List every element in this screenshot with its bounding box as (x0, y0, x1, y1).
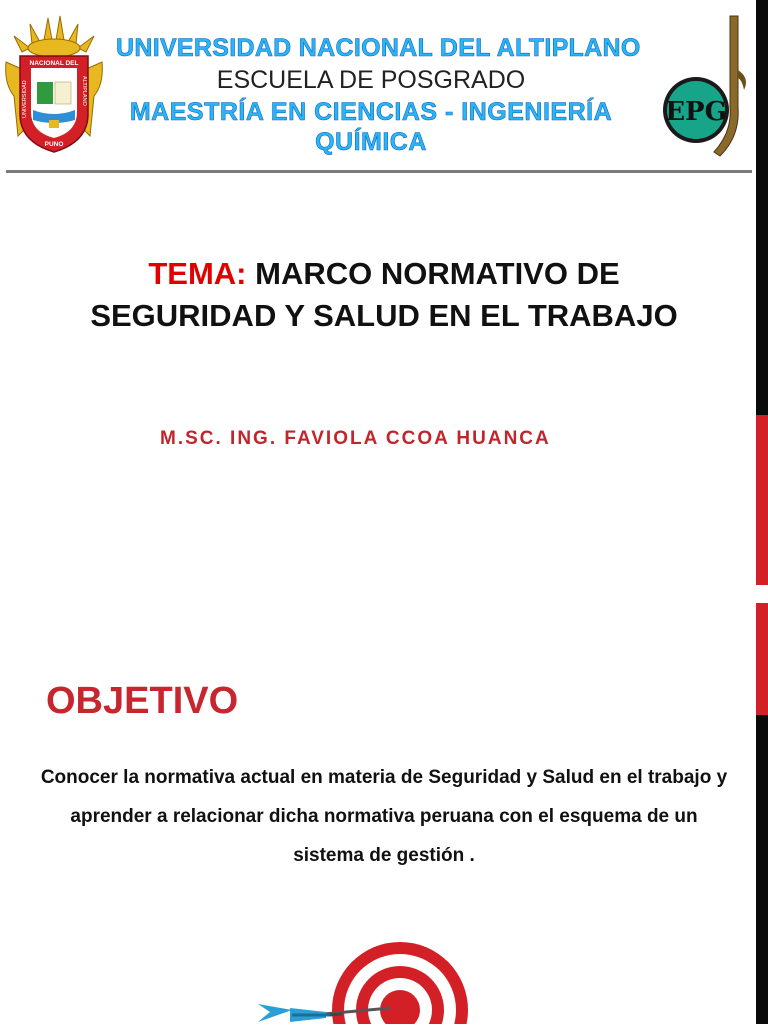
program-name: MAESTRÍA EN CIENCIAS - INGENIERÍA QUÍMICA (129, 98, 613, 156)
university-crest-logo (4, 14, 106, 154)
tema-title: MARCO NORMATIVO DE SEGURIDAD Y SALUD EN EL TRABAJO (90, 256, 678, 333)
side-bar-red-middle (756, 415, 768, 585)
author-name: M.SC. ING. FAVIOLA CCOA HUANCA (160, 428, 551, 449)
side-bar-red-lower (756, 603, 768, 715)
slide-topic-title (60, 253, 708, 337)
crest-text-right: ALTIPLANO (81, 76, 87, 106)
objective-text: Conocer la normativa actual en materia de Seguridad y Salud en el trabajo y aprender a relacionar dicha normativa peruana con el esquema de un sistema de gestión . (40, 767, 728, 866)
crest-text-left: UNIVERSIDAD (22, 80, 28, 118)
objective-heading: OBJETIVO (46, 680, 239, 722)
epg-logo (658, 12, 752, 162)
university-title: UNIVERSIDAD NACIONAL DEL ALTIPLANO (116, 34, 641, 62)
target-dart-illustration (230, 900, 480, 1024)
crest-text-top: NACIONAL DEL (29, 60, 79, 67)
school-name: ESCUELA DE POSGRADO (216, 66, 526, 94)
crest-text-bottom: PUNO (44, 141, 64, 148)
epg-logo-text: EPG (665, 97, 727, 127)
side-bar-black-bottom (756, 715, 768, 1024)
tema-label: TEMA: (148, 256, 247, 291)
side-bar-black-top (756, 0, 768, 415)
header-divider (6, 170, 752, 173)
